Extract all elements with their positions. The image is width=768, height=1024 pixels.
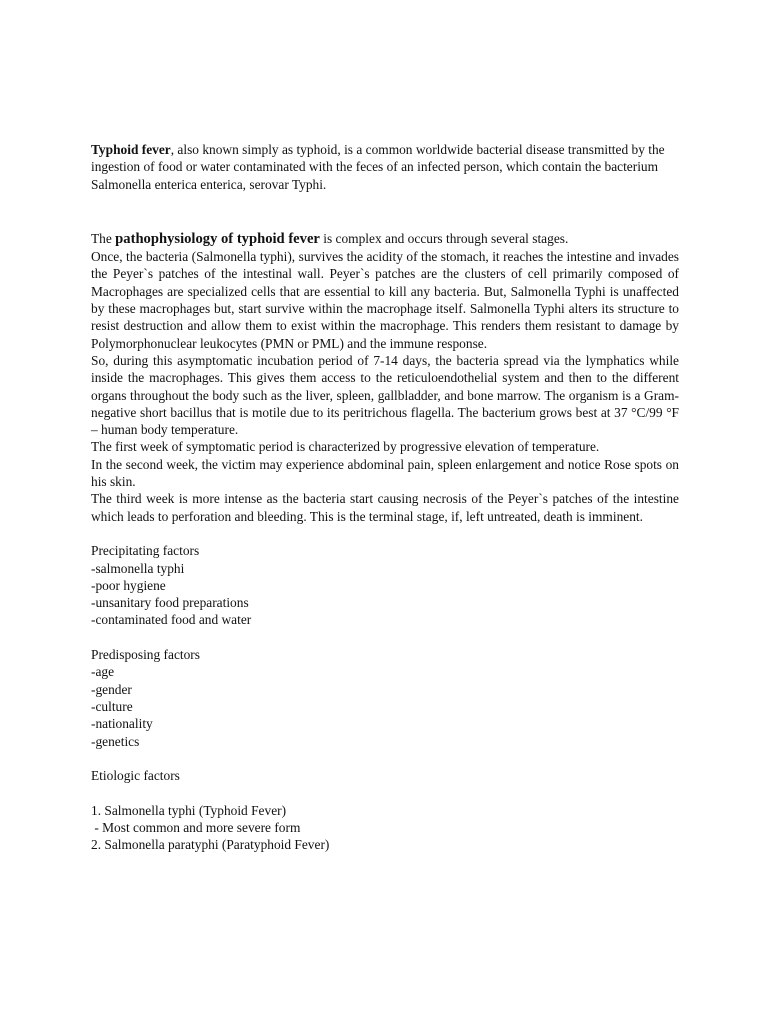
list-item: -unsanitary food preparations [91,595,249,611]
list-item: -culture [91,698,133,714]
spacer [91,525,679,542]
list-item: 2. Salmonella paratyphi (Paratyphoid Fever) [91,837,330,853]
patho-paragraph-4: In the second week, the victim may experience abdominal pain, spleen enlargement and notice Rose spots on his skin. [91,456,679,490]
patho-paragraph-2: So, during this asymptomatic incubation period of 7-14 days, the bacteria spread via the lymphatics while inside the macrophages. This gives them access to the reticuloendothelial system and then to the different organs throughout the body such as the liver, spleen, gallbladder, and bone marrow. The organism is a Gram-negative short bacillus that is motile due to its peritrichous flagella. The bacterium grows best at 37 °C/99 °F – human body temperature. [91,352,679,438]
list-item: -poor hygiene [91,577,166,593]
patho-paragraph-5: The third week is more intense as the bacteria start causing necrosis of the Peyer`s patches of the intestine which leads to perforation and bleeding. This is the terminal stage, if, left untreated, death is imminent. [91,491,679,524]
spacer [91,629,679,646]
list-item: -contaminated food and water [91,612,252,628]
list-item: -nationality [91,716,153,732]
spacer [91,750,679,767]
precipitating-factors-section [91,542,679,628]
predisposing-heading: Predisposing factors [91,647,200,663]
patho-term: pathophysiology of typhoid fever [115,230,320,247]
pathophysiology-section [91,230,679,525]
intro-text: , also known simply as typhoid, is a common worldwide bacterial disease transmitted by the ingestion of food or water contaminated with the feces of an infected person, which contain the bacterium Salmonella enterica enterica, serovar Typhi. [91,142,665,192]
intro-paragraph [91,141,679,193]
patho-lead [91,230,679,248]
document-page [91,141,679,854]
precipitating-heading: Precipitating factors [91,543,200,559]
patho-lead-the: The [91,230,116,246]
etiologic-factors-section [91,767,679,853]
predisposing-factors-section [91,646,679,750]
list-item: -age [91,664,115,680]
patho-paragraph-3: The first week of symptomatic period is characterized by progressive elevation of temperature. [91,439,600,455]
etiologic-heading: Etiologic factors [91,768,180,784]
patho-lead-rest: is complex and occurs through several stages. [319,230,569,246]
list-item: - Most common and more severe form [91,819,301,835]
intro-term: Typhoid fever [91,142,171,157]
list-item: 1. Salmonella typhi (Typhoid Fever) [91,802,287,818]
spacer [91,784,679,801]
patho-paragraph-1: Once, the bacteria (Salmonella typhi), survives the acidity of the stomach, it reaches the intestine and invades the Peyer`s patches of the intestinal wall. Peyer`s patches are the clusters of cell primarily composed of Macrophages are specialized cells that are essential to kill any bacteria. But, Salmonella Typhi is unaffected by these macrophages but, start survive within the macrophage itself. Salmonella Typhi alters its structure to resist destruction and allow them to exist within the macrophage. This renders them resistant to damage by Polymorphonuclear leukocytes (PMN or PML) and the immune response. [91,249,679,351]
list-item: -salmonella typhi [91,560,185,576]
list-item: -gender [91,681,132,697]
list-item: -genetics [91,733,140,749]
